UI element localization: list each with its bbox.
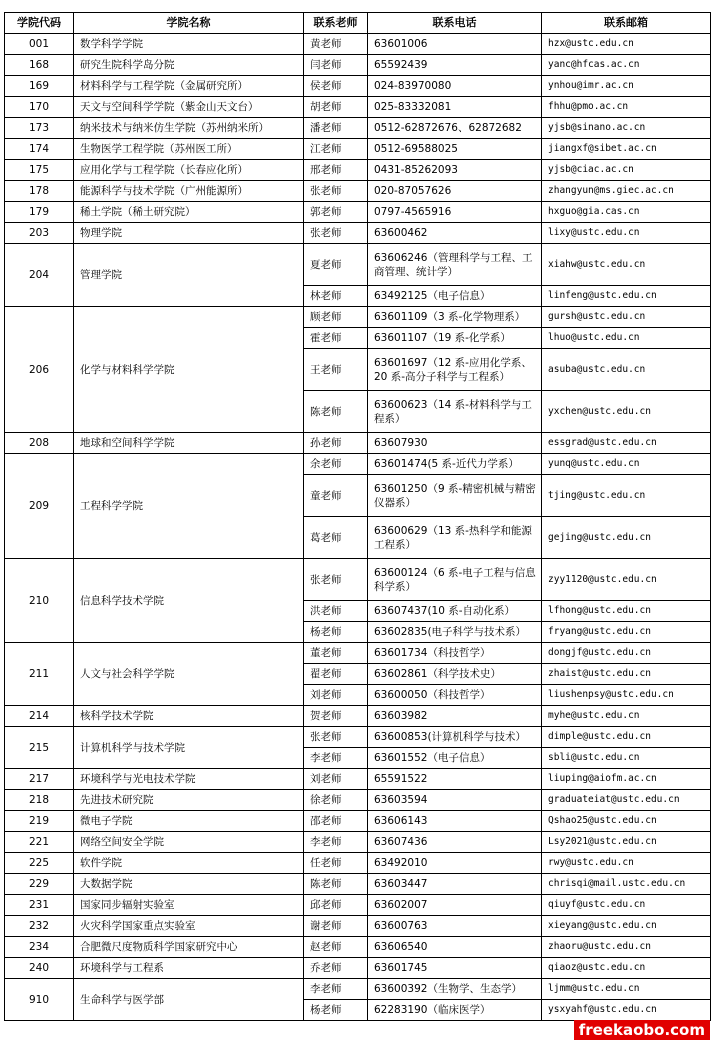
table-row — [5, 937, 711, 958]
email-cell: fryang@ustc.edu.cn — [542, 622, 711, 643]
college-name-cell: 工程科学学院 — [74, 454, 304, 559]
college-name-cell: 大数据学院 — [74, 874, 304, 895]
teacher-cell: 张老师 — [304, 181, 368, 202]
email-cell: zyy1120@ustc.edu.cn — [542, 559, 711, 601]
email-cell: sbli@ustc.edu.cn — [542, 748, 711, 769]
teacher-cell: 侯老师 — [304, 76, 368, 97]
header-email: 联系邮箱 — [542, 13, 711, 34]
college-name-cell: 地球和空间科学学院 — [74, 433, 304, 454]
email-cell: yjsb@sinano.ac.cn — [542, 118, 711, 139]
phone-cell: 024-83970080 — [368, 76, 542, 97]
college-code-cell: 234 — [5, 937, 74, 958]
phone-cell: 65591522 — [368, 769, 542, 790]
phone-cell: 63600853(计算机科学与技术） — [368, 727, 542, 748]
teacher-cell: 刘老师 — [304, 769, 368, 790]
table-row — [5, 307, 711, 328]
teacher-cell: 张老师 — [304, 559, 368, 601]
college-name-cell: 稀土学院（稀土研究院） — [74, 202, 304, 223]
teacher-cell: 顾老师 — [304, 307, 368, 328]
email-cell: yanc@hfcas.ac.cn — [542, 55, 711, 76]
phone-cell: 63606246（管理科学与工程、工商管理、统计学） — [368, 244, 542, 286]
email-cell: fhhu@pmo.ac.cn — [542, 97, 711, 118]
email-cell: Lsy2021@ustc.edu.cn — [542, 832, 711, 853]
phone-cell: 63603447 — [368, 874, 542, 895]
college-code-cell: 231 — [5, 895, 74, 916]
phone-cell: 0512-62872676、62872682 — [368, 118, 542, 139]
phone-cell: 63601107（19 系-化学系） — [368, 328, 542, 349]
phone-cell: 63606540 — [368, 937, 542, 958]
email-cell: lhuo@ustc.edu.cn — [542, 328, 711, 349]
college-name-cell: 人文与社会科学学院 — [74, 643, 304, 706]
email-cell: hzx@ustc.edu.cn — [542, 34, 711, 55]
email-cell: ljmm@ustc.edu.cn — [542, 979, 711, 1000]
college-code-cell: 221 — [5, 832, 74, 853]
table-row — [5, 55, 711, 76]
email-cell: liushenpsy@ustc.edu.cn — [542, 685, 711, 706]
phone-cell: 63603982 — [368, 706, 542, 727]
teacher-cell: 潘老师 — [304, 118, 368, 139]
teacher-cell: 李老师 — [304, 748, 368, 769]
phone-cell: 63601552（电子信息） — [368, 748, 542, 769]
email-cell: dongjf@ustc.edu.cn — [542, 643, 711, 664]
email-cell: chrisqi@mail.ustc.edu.cn — [542, 874, 711, 895]
header-name: 学院名称 — [74, 13, 304, 34]
phone-cell: 63601734（科技哲学） — [368, 643, 542, 664]
phone-cell: 63492010 — [368, 853, 542, 874]
college-name-cell: 网络空间安全学院 — [74, 832, 304, 853]
college-name-cell: 环境科学与工程系 — [74, 958, 304, 979]
college-code-cell: 204 — [5, 244, 74, 307]
college-code-cell: 203 — [5, 223, 74, 244]
email-cell: zhangyun@ms.giec.ac.cn — [542, 181, 711, 202]
phone-cell: 0512-69588025 — [368, 139, 542, 160]
email-cell: qiaoz@ustc.edu.cn — [542, 958, 711, 979]
teacher-cell: 张老师 — [304, 223, 368, 244]
header-row — [5, 13, 711, 34]
college-name-cell: 生命科学与医学部 — [74, 979, 304, 1021]
phone-cell: 63607436 — [368, 832, 542, 853]
table-row — [5, 34, 711, 55]
table-row — [5, 769, 711, 790]
college-name-cell: 信息科学技术学院 — [74, 559, 304, 643]
teacher-cell: 任老师 — [304, 853, 368, 874]
email-cell: lixy@ustc.edu.cn — [542, 223, 711, 244]
header-teacher: 联系老师 — [304, 13, 368, 34]
phone-cell: 63602835(电子科学与技术系） — [368, 622, 542, 643]
table-row — [5, 181, 711, 202]
college-code-cell: 179 — [5, 202, 74, 223]
table-row — [5, 979, 711, 1000]
table-row — [5, 223, 711, 244]
teacher-cell: 董老师 — [304, 643, 368, 664]
table-row — [5, 244, 711, 286]
email-cell: gursh@ustc.edu.cn — [542, 307, 711, 328]
email-cell: lfhong@ustc.edu.cn — [542, 601, 711, 622]
teacher-cell: 夏老师 — [304, 244, 368, 286]
phone-cell: 62283190（临床医学） — [368, 1000, 542, 1021]
phone-cell: 65592439 — [368, 55, 542, 76]
email-cell: graduateiat@ustc.edu.cn — [542, 790, 711, 811]
table-row — [5, 160, 711, 181]
phone-cell: 63601109（3 系-化学物理系） — [368, 307, 542, 328]
college-code-cell: 209 — [5, 454, 74, 559]
phone-cell: 63602007 — [368, 895, 542, 916]
table-row — [5, 643, 711, 664]
college-code-cell: 169 — [5, 76, 74, 97]
email-cell: myhe@ustc.edu.cn — [542, 706, 711, 727]
college-name-cell: 纳米技术与纳米仿生学院（苏州纳米所） — [74, 118, 304, 139]
college-name-cell: 应用化学与工程学院（长春应化所） — [74, 160, 304, 181]
teacher-cell: 李老师 — [304, 832, 368, 853]
table-row — [5, 76, 711, 97]
phone-cell: 020-87057626 — [368, 181, 542, 202]
college-code-cell: 208 — [5, 433, 74, 454]
college-name-cell: 环境科学与光电技术学院 — [74, 769, 304, 790]
phone-cell: 63602861（科学技术史） — [368, 664, 542, 685]
email-cell: ysxyahf@ustc.edu.cn — [542, 1000, 711, 1021]
phone-cell: 0431-85262093 — [368, 160, 542, 181]
college-code-cell: 173 — [5, 118, 74, 139]
email-cell: liuping@aiofm.ac.cn — [542, 769, 711, 790]
college-code-cell: 214 — [5, 706, 74, 727]
teacher-cell: 童老师 — [304, 475, 368, 517]
phone-cell: 63601006 — [368, 34, 542, 55]
teacher-cell: 陈老师 — [304, 391, 368, 433]
email-cell: qiuyf@ustc.edu.cn — [542, 895, 711, 916]
teacher-cell: 李老师 — [304, 979, 368, 1000]
teacher-cell: 赵老师 — [304, 937, 368, 958]
phone-cell: 63600462 — [368, 223, 542, 244]
phone-cell: 63606143 — [368, 811, 542, 832]
header-phone: 联系电话 — [368, 13, 542, 34]
college-code-cell: 174 — [5, 139, 74, 160]
college-name-cell: 计算机科学与技术学院 — [74, 727, 304, 769]
email-cell: ynhou@imr.ac.cn — [542, 76, 711, 97]
phone-cell: 0797-4565916 — [368, 202, 542, 223]
college-code-cell: 240 — [5, 958, 74, 979]
teacher-cell: 邢老师 — [304, 160, 368, 181]
college-name-cell: 化学与材料科学学院 — [74, 307, 304, 433]
table-row — [5, 832, 711, 853]
phone-cell: 63607437(10 系-自动化系） — [368, 601, 542, 622]
email-cell: tjing@ustc.edu.cn — [542, 475, 711, 517]
college-code-cell: 211 — [5, 643, 74, 706]
college-code-cell: 170 — [5, 97, 74, 118]
email-cell: gejing@ustc.edu.cn — [542, 517, 711, 559]
table-row — [5, 916, 711, 937]
contacts-table — [4, 12, 711, 1021]
table-row — [5, 139, 711, 160]
table-row — [5, 811, 711, 832]
college-name-cell: 天文与空间科学学院（紫金山天文台） — [74, 97, 304, 118]
teacher-cell: 陈老师 — [304, 874, 368, 895]
college-code-cell: 225 — [5, 853, 74, 874]
phone-cell: 63600124（6 系-电子工程与信息科学系） — [368, 559, 542, 601]
teacher-cell: 翟老师 — [304, 664, 368, 685]
college-name-cell: 研究生院科学岛分院 — [74, 55, 304, 76]
college-name-cell: 能源科学与技术学院（广州能源所） — [74, 181, 304, 202]
college-code-cell: 168 — [5, 55, 74, 76]
college-name-cell: 材料科学与工程学院（金属研究所） — [74, 76, 304, 97]
teacher-cell: 刘老师 — [304, 685, 368, 706]
phone-cell: 63601474(5 系-近代力学系） — [368, 454, 542, 475]
college-name-cell: 国家同步辐射实验室 — [74, 895, 304, 916]
teacher-cell: 林老师 — [304, 286, 368, 307]
phone-cell: 63603594 — [368, 790, 542, 811]
teacher-cell: 余老师 — [304, 454, 368, 475]
college-code-cell: 218 — [5, 790, 74, 811]
college-code-cell: 175 — [5, 160, 74, 181]
table-row — [5, 790, 711, 811]
teacher-cell: 邱老师 — [304, 895, 368, 916]
teacher-cell: 郭老师 — [304, 202, 368, 223]
email-cell: essgrad@ustc.edu.cn — [542, 433, 711, 454]
table-row — [5, 454, 711, 475]
header-code: 学院代码 — [5, 13, 74, 34]
email-cell: xieyang@ustc.edu.cn — [542, 916, 711, 937]
college-name-cell: 核科学技术学院 — [74, 706, 304, 727]
email-cell: yxchen@ustc.edu.cn — [542, 391, 711, 433]
college-code-cell: 178 — [5, 181, 74, 202]
phone-cell: 63601250（9 系-精密机械与精密仪器系） — [368, 475, 542, 517]
college-name-cell: 火灾科学国家重点实验室 — [74, 916, 304, 937]
email-cell: asuba@ustc.edu.cn — [542, 349, 711, 391]
table-row — [5, 874, 711, 895]
college-code-cell: 217 — [5, 769, 74, 790]
college-name-cell: 管理学院 — [74, 244, 304, 307]
college-code-cell: 229 — [5, 874, 74, 895]
college-code-cell: 206 — [5, 307, 74, 433]
teacher-cell: 杨老师 — [304, 1000, 368, 1021]
watermark: freekaobo.com — [574, 1020, 710, 1040]
teacher-cell: 乔老师 — [304, 958, 368, 979]
phone-cell: 025-83332081 — [368, 97, 542, 118]
table-row — [5, 958, 711, 979]
teacher-cell: 张老师 — [304, 727, 368, 748]
phone-cell: 63601697（12 系-应用化学系、20 系-高分子科学与工程系） — [368, 349, 542, 391]
teacher-cell: 闫老师 — [304, 55, 368, 76]
college-code-cell: 001 — [5, 34, 74, 55]
table-row — [5, 853, 711, 874]
table-row — [5, 433, 711, 454]
teacher-cell: 黄老师 — [304, 34, 368, 55]
teacher-cell: 洪老师 — [304, 601, 368, 622]
email-cell: dimple@ustc.edu.cn — [542, 727, 711, 748]
table-row — [5, 202, 711, 223]
email-cell: xiahw@ustc.edu.cn — [542, 244, 711, 286]
email-cell: zhaist@ustc.edu.cn — [542, 664, 711, 685]
phone-cell: 63600629（13 系-热科学和能源工程系） — [368, 517, 542, 559]
phone-cell: 63492125（电子信息） — [368, 286, 542, 307]
teacher-cell: 谢老师 — [304, 916, 368, 937]
teacher-cell: 徐老师 — [304, 790, 368, 811]
teacher-cell: 葛老师 — [304, 517, 368, 559]
email-cell: zhaoru@ustc.edu.cn — [542, 937, 711, 958]
table-row — [5, 118, 711, 139]
phone-cell: 63607930 — [368, 433, 542, 454]
table-row — [5, 895, 711, 916]
college-name-cell: 合肥微尺度物质科学国家研究中心 — [74, 937, 304, 958]
teacher-cell: 孙老师 — [304, 433, 368, 454]
phone-cell: 63601745 — [368, 958, 542, 979]
college-code-cell: 210 — [5, 559, 74, 643]
college-name-cell: 微电子学院 — [74, 811, 304, 832]
phone-cell: 63600392（生物学、生态学） — [368, 979, 542, 1000]
phone-cell: 63600050（科技哲学） — [368, 685, 542, 706]
teacher-cell: 贺老师 — [304, 706, 368, 727]
college-code-cell: 910 — [5, 979, 74, 1021]
college-name-cell: 物理学院 — [74, 223, 304, 244]
college-code-cell: 215 — [5, 727, 74, 769]
email-cell: linfeng@ustc.edu.cn — [542, 286, 711, 307]
college-name-cell: 生物医学工程学院（苏州医工所） — [74, 139, 304, 160]
table-body — [5, 34, 711, 1021]
phone-cell: 63600623（14 系-材料科学与工程系） — [368, 391, 542, 433]
table-row — [5, 559, 711, 601]
table-row — [5, 97, 711, 118]
table-row — [5, 706, 711, 727]
table-row — [5, 727, 711, 748]
email-cell: Qshao25@ustc.edu.cn — [542, 811, 711, 832]
college-name-cell: 软件学院 — [74, 853, 304, 874]
email-cell: hxguo@gia.cas.cn — [542, 202, 711, 223]
teacher-cell: 霍老师 — [304, 328, 368, 349]
teacher-cell: 王老师 — [304, 349, 368, 391]
college-name-cell: 先进技术研究院 — [74, 790, 304, 811]
phone-cell: 63600763 — [368, 916, 542, 937]
college-code-cell: 232 — [5, 916, 74, 937]
email-cell: yunq@ustc.edu.cn — [542, 454, 711, 475]
email-cell: jiangxf@sibet.ac.cn — [542, 139, 711, 160]
college-code-cell: 219 — [5, 811, 74, 832]
college-name-cell: 数学科学学院 — [74, 34, 304, 55]
teacher-cell: 杨老师 — [304, 622, 368, 643]
teacher-cell: 胡老师 — [304, 97, 368, 118]
teacher-cell: 邵老师 — [304, 811, 368, 832]
email-cell: yjsb@ciac.ac.cn — [542, 160, 711, 181]
email-cell: rwy@ustc.edu.cn — [542, 853, 711, 874]
teacher-cell: 江老师 — [304, 139, 368, 160]
